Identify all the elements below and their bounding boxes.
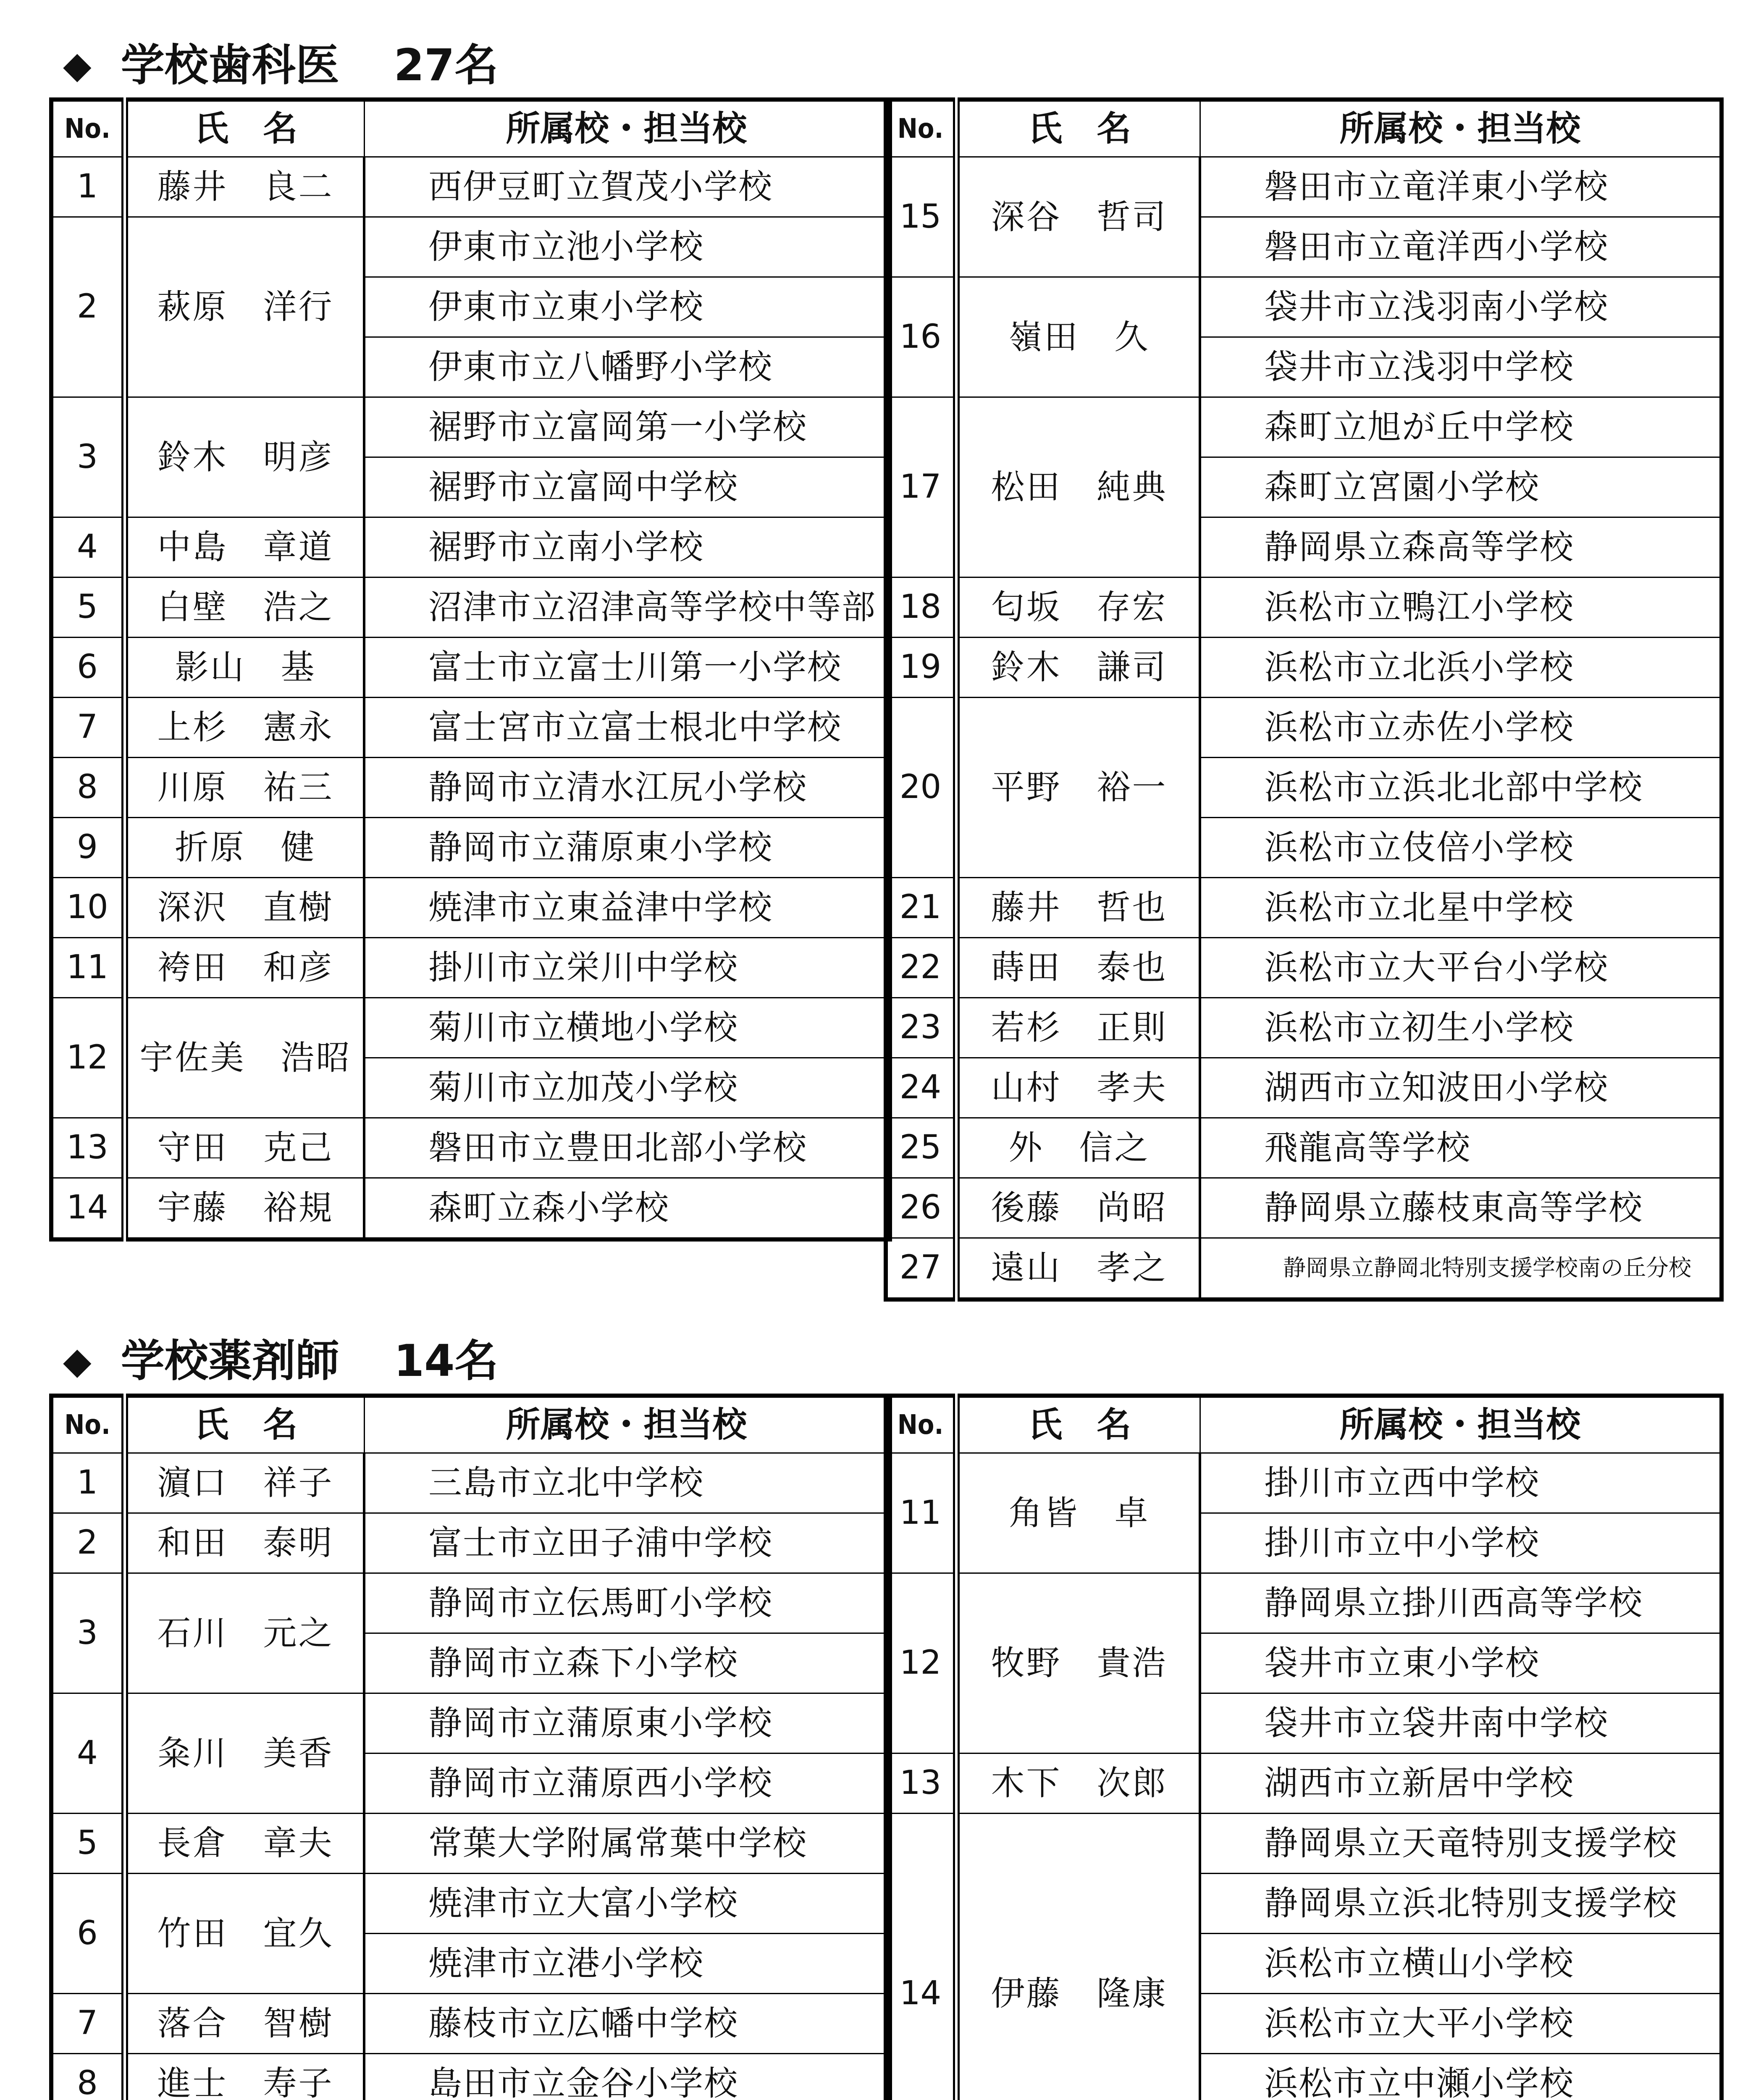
person-name: 若杉 正則 <box>956 998 1200 1058</box>
school-name: 森町立旭が丘中学校 <box>1200 397 1722 457</box>
diamond-bullet-icon: ◆ <box>63 1339 92 1382</box>
person-name: 白壁 浩之 <box>125 578 364 638</box>
row-number: 19 <box>886 638 956 698</box>
school-name: 浜松市立赤佐小学校 <box>1200 698 1722 758</box>
school-name: 富士市立富士川第一小学校 <box>364 638 890 698</box>
school-name: 掛川市立栄川中学校 <box>364 938 890 998</box>
school-name: 袋井市立浅羽中学校 <box>1200 337 1722 397</box>
table-row <box>886 277 1722 337</box>
header-name: 氏 名 <box>125 1396 364 1453</box>
table-row <box>886 578 1722 638</box>
table-header-row <box>51 100 890 157</box>
row-number: 23 <box>886 998 956 1058</box>
person-name: 守田 克己 <box>125 1118 364 1178</box>
table-row <box>886 998 1722 1058</box>
school-name: 静岡市立蒲原東小学校 <box>364 818 890 878</box>
row-number: 27 <box>886 1238 956 1300</box>
school-name: 磐田市立豊田北部小学校 <box>364 1118 890 1178</box>
school-name: 静岡県立森高等学校 <box>1200 517 1722 578</box>
row-number: 15 <box>886 157 956 277</box>
table-row <box>886 1814 1722 1874</box>
school-name: 西伊豆町立賀茂小学校 <box>364 157 890 217</box>
header-name: 氏 名 <box>956 100 1200 157</box>
person-name: 遠山 孝之 <box>956 1238 1200 1300</box>
row-number: 21 <box>886 878 956 938</box>
school-name: 掛川市立西中学校 <box>1200 1453 1722 1513</box>
school-name: 沼津市立沼津高等学校中等部 <box>364 578 890 638</box>
table-row <box>886 638 1722 698</box>
person-name: 牧野 貴浩 <box>956 1573 1200 1754</box>
person-name: 山村 孝夫 <box>956 1058 1200 1118</box>
row-number: 13 <box>51 1118 125 1178</box>
table-row <box>51 698 890 758</box>
dentist-title: 学校歯科医 <box>121 39 339 91</box>
person-name: 上杉 憲永 <box>125 698 364 758</box>
dentist-count: 27名 <box>394 39 499 91</box>
person-name: 川原 祐三 <box>125 758 364 818</box>
table-row <box>886 1238 1722 1300</box>
person-name: 角皆 卓 <box>956 1453 1200 1573</box>
table-row <box>51 217 890 277</box>
row-number: 26 <box>886 1178 956 1238</box>
person-name: 匂坂 存宏 <box>956 578 1200 638</box>
school-name: 浜松市立大平台小学校 <box>1200 938 1722 998</box>
table-row <box>886 1058 1722 1118</box>
school-name: 磐田市立竜洋東小学校 <box>1200 157 1722 217</box>
person-name: 外 信之 <box>956 1118 1200 1178</box>
table-row <box>51 2054 890 2100</box>
row-number: 7 <box>51 1994 125 2054</box>
row-number: 24 <box>886 1058 956 1118</box>
school-name: 浜松市立中瀬小学校 <box>1200 2054 1722 2100</box>
row-number: 1 <box>51 157 125 217</box>
school-name: 焼津市立大富小学校 <box>364 1874 890 1934</box>
person-name: 嶺田 久 <box>956 277 1200 397</box>
person-name: 平野 裕一 <box>956 698 1200 878</box>
person-name: 落合 智樹 <box>125 1994 364 2054</box>
school-name: 裾野市立富岡第一小学校 <box>364 397 890 457</box>
person-name: 竹田 宜久 <box>125 1874 364 1994</box>
table-row <box>886 397 1722 457</box>
table-row <box>51 1994 890 2054</box>
school-name: 常葉大学附属常葉中学校 <box>364 1814 890 1874</box>
school-name: 浜松市立鴨江小学校 <box>1200 578 1722 638</box>
table-row <box>51 578 890 638</box>
table-row <box>886 878 1722 938</box>
person-name: 藤井 哲也 <box>956 878 1200 938</box>
school-name: 裾野市立南小学校 <box>364 517 890 578</box>
pharmacist-title: 学校薬剤師 <box>121 1335 339 1386</box>
table-row <box>886 938 1722 998</box>
table-row <box>51 758 890 818</box>
person-name: 粂川 美香 <box>125 1693 364 1814</box>
table-row <box>51 157 890 217</box>
table-row <box>886 1118 1722 1178</box>
row-number: 8 <box>51 758 125 818</box>
school-name: 富士宮市立富士根北中学校 <box>364 698 890 758</box>
table-row <box>51 517 890 578</box>
school-name: 藤枝市立広幡中学校 <box>364 1994 890 2054</box>
school-name: 静岡県立藤枝東高等学校 <box>1200 1178 1722 1238</box>
school-name: 静岡県立掛川西高等学校 <box>1200 1573 1722 1633</box>
school-name: 磐田市立竜洋西小学校 <box>1200 217 1722 277</box>
row-number: 8 <box>51 2054 125 2100</box>
table-row <box>51 1453 890 1513</box>
school-name: 伊東市立東小学校 <box>364 277 890 337</box>
table-row <box>51 1513 890 1573</box>
row-number: 4 <box>51 517 125 578</box>
school-name: 浜松市立大平小学校 <box>1200 1994 1722 2054</box>
header-name: 氏 名 <box>125 100 364 157</box>
header-name: 氏 名 <box>956 1396 1200 1453</box>
header-no: No. <box>886 100 956 157</box>
school-name: 静岡市立伝馬町小学校 <box>364 1573 890 1633</box>
school-name: 静岡市立蒲原東小学校 <box>364 1693 890 1754</box>
school-name: 菊川市立横地小学校 <box>364 998 890 1058</box>
school-name: 湖西市立新居中学校 <box>1200 1754 1722 1814</box>
row-number: 11 <box>886 1453 956 1573</box>
row-number: 18 <box>886 578 956 638</box>
row-number: 13 <box>886 1754 956 1814</box>
person-name: 伊藤 隆康 <box>956 1814 1200 2100</box>
person-name: 松田 純典 <box>956 397 1200 578</box>
header-no: No. <box>51 100 125 157</box>
table-row <box>886 1453 1722 1513</box>
table-row <box>51 878 890 938</box>
table-row <box>886 1178 1722 1238</box>
person-name: 中島 章道 <box>125 517 364 578</box>
person-name: 影山 基 <box>125 638 364 698</box>
table-row <box>51 1573 890 1633</box>
person-name: 萩原 洋行 <box>125 217 364 397</box>
dentist-heading <box>63 40 498 90</box>
row-number: 10 <box>51 878 125 938</box>
row-number: 11 <box>51 938 125 998</box>
school-name: 静岡県立浜北特別支援学校 <box>1200 1874 1722 1934</box>
school-name: 伊東市立池小学校 <box>364 217 890 277</box>
row-number: 5 <box>51 578 125 638</box>
person-name: 進士 寿子 <box>125 2054 364 2100</box>
row-number: 14 <box>51 1178 125 1240</box>
person-name: 鈴木 明彦 <box>125 397 364 517</box>
row-number: 2 <box>51 217 125 397</box>
person-name: 宇藤 裕規 <box>125 1178 364 1240</box>
pharmacist-table-right <box>884 1394 1724 2100</box>
school-name: 浜松市立初生小学校 <box>1200 998 1722 1058</box>
person-name: 深谷 哲司 <box>956 157 1200 277</box>
school-name: 富士市立田子浦中学校 <box>364 1513 890 1573</box>
school-name: 掛川市立中小学校 <box>1200 1513 1722 1573</box>
row-number: 9 <box>51 818 125 878</box>
person-name: 折原 健 <box>125 818 364 878</box>
header-school: 所属校・担当校 <box>1200 100 1722 157</box>
school-name: 焼津市立港小学校 <box>364 1934 890 1994</box>
school-name: 菊川市立加茂小学校 <box>364 1058 890 1118</box>
school-name: 浜松市立北浜小学校 <box>1200 638 1722 698</box>
table-row <box>886 1754 1722 1814</box>
row-number: 20 <box>886 698 956 878</box>
header-school: 所属校・担当校 <box>364 1396 890 1453</box>
table-header-row <box>51 1396 890 1453</box>
person-name: 木下 次郎 <box>956 1754 1200 1814</box>
school-name: 浜松市立北星中学校 <box>1200 878 1722 938</box>
person-name: 濵口 祥子 <box>125 1453 364 1513</box>
row-number: 14 <box>886 1814 956 2100</box>
header-school: 所属校・担当校 <box>364 100 890 157</box>
row-number: 4 <box>51 1693 125 1814</box>
school-name: 島田市立金谷小学校 <box>364 2054 890 2100</box>
school-name: 焼津市立東益津中学校 <box>364 878 890 938</box>
table-row <box>51 1814 890 1874</box>
school-name: 伊東市立八幡野小学校 <box>364 337 890 397</box>
row-number: 1 <box>51 1453 125 1513</box>
school-name: 湖西市立知波田小学校 <box>1200 1058 1722 1118</box>
school-name: 静岡県立天竜特別支援学校 <box>1200 1814 1722 1874</box>
header-school: 所属校・担当校 <box>1200 1396 1722 1453</box>
table-row <box>886 698 1722 758</box>
school-name: 袋井市立東小学校 <box>1200 1633 1722 1693</box>
header-no: No. <box>886 1396 956 1453</box>
row-number: 25 <box>886 1118 956 1178</box>
table-row <box>51 1693 890 1754</box>
pharmacist-heading <box>63 1336 498 1386</box>
row-number: 16 <box>886 277 956 397</box>
pharmacist-table-left <box>49 1394 892 2100</box>
person-name: 鈴木 謙司 <box>956 638 1200 698</box>
person-name: 石川 元之 <box>125 1573 364 1693</box>
table-row <box>51 1874 890 1934</box>
row-number: 12 <box>51 998 125 1118</box>
pharmacist-count: 14名 <box>394 1335 499 1386</box>
school-name: 静岡県立静岡北特別支援学校南の丘分校 <box>1200 1238 1722 1300</box>
table-row <box>51 1118 890 1178</box>
person-name: 和田 泰明 <box>125 1513 364 1573</box>
row-number: 5 <box>51 1814 125 1874</box>
table-row <box>51 638 890 698</box>
header-no: No. <box>51 1396 125 1453</box>
row-number: 12 <box>886 1573 956 1754</box>
school-name: 森町立宮園小学校 <box>1200 457 1722 517</box>
school-name: 飛龍高等学校 <box>1200 1118 1722 1178</box>
school-name: 三島市立北中学校 <box>364 1453 890 1513</box>
row-number: 17 <box>886 397 956 578</box>
school-name: 浜松市立伎倍小学校 <box>1200 818 1722 878</box>
school-name: 袋井市立袋井南中学校 <box>1200 1693 1722 1754</box>
table-row <box>51 1178 890 1240</box>
school-name: 浜松市立浜北北部中学校 <box>1200 758 1722 818</box>
person-name: 藤井 良二 <box>125 157 364 217</box>
person-name: 袴田 和彦 <box>125 938 364 998</box>
person-name: 宇佐美 浩昭 <box>125 998 364 1118</box>
school-name: 裾野市立富岡中学校 <box>364 457 890 517</box>
row-number: 2 <box>51 1513 125 1573</box>
row-number: 6 <box>51 1874 125 1994</box>
row-number: 6 <box>51 638 125 698</box>
school-name: 静岡市立森下小学校 <box>364 1633 890 1693</box>
diamond-bullet-icon: ◆ <box>63 43 92 87</box>
table-header-row <box>886 1396 1722 1453</box>
row-number: 3 <box>51 1573 125 1693</box>
person-name: 長倉 章夫 <box>125 1814 364 1874</box>
dentist-table-left <box>49 97 892 1242</box>
table-row <box>51 818 890 878</box>
row-number: 22 <box>886 938 956 998</box>
school-name: 浜松市立横山小学校 <box>1200 1934 1722 1994</box>
school-name: 森町立森小学校 <box>364 1178 890 1240</box>
person-name: 蒔田 泰也 <box>956 938 1200 998</box>
row-number: 7 <box>51 698 125 758</box>
school-name: 静岡市立清水江尻小学校 <box>364 758 890 818</box>
person-name: 深沢 直樹 <box>125 878 364 938</box>
person-name: 後藤 尚昭 <box>956 1178 1200 1238</box>
table-header-row <box>886 100 1722 157</box>
row-number: 3 <box>51 397 125 517</box>
school-name: 静岡市立蒲原西小学校 <box>364 1754 890 1814</box>
school-name: 袋井市立浅羽南小学校 <box>1200 277 1722 337</box>
table-row <box>51 397 890 457</box>
table-row <box>886 1573 1722 1633</box>
table-row <box>886 157 1722 217</box>
table-row <box>51 938 890 998</box>
table-row <box>51 998 890 1058</box>
dentist-table-right <box>884 97 1724 1302</box>
